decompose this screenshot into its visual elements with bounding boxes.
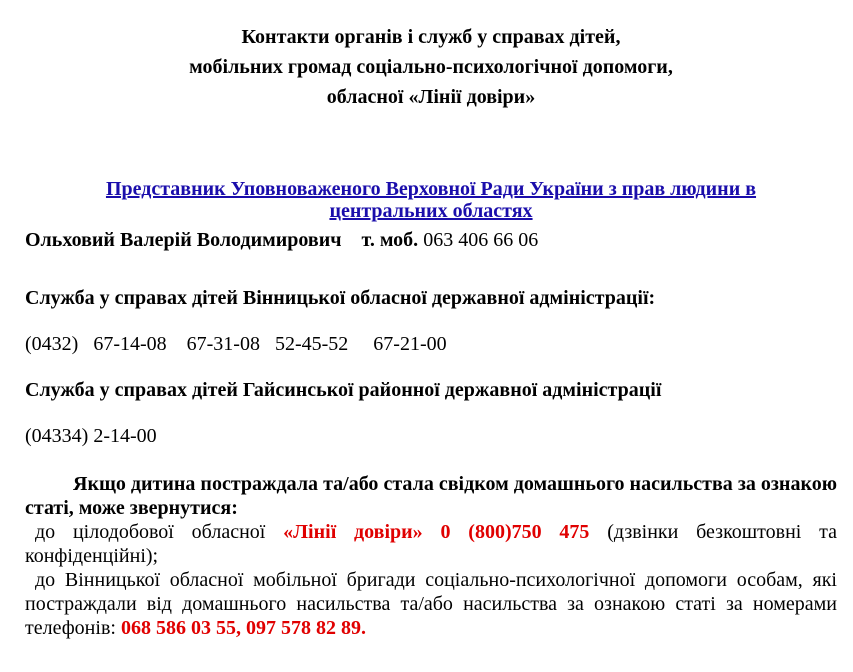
violence-intro: Якщо дитина постраждала та/або стала свідком домашнього насильства за ознакою статі, може звернутися: xyxy=(25,473,837,519)
hotline-paragraph xyxy=(25,520,837,568)
mobile-team-phones: 068 586 03 55, 097 578 82 89. xyxy=(120,617,366,639)
document-page xyxy=(25,22,837,640)
haisyn-service-phones: (04334) 2-14-00 xyxy=(25,425,157,447)
representative-link-line-2: центральних областях xyxy=(329,200,533,222)
hotline-prefix: до цілодобової обласної xyxy=(35,521,266,543)
representative-link[interactable] xyxy=(25,178,837,222)
representative-link-line-1: Представник Уповноваженого Верховної Ради України з прав людини в xyxy=(105,178,757,200)
spacer xyxy=(25,448,837,464)
representative-name: Ольховий Валерій Володимирович xyxy=(25,229,342,251)
spacer xyxy=(25,310,837,326)
hotline-suffix: (дзвінки безкоштовні та конфіденційні); xyxy=(25,521,838,567)
spacer xyxy=(25,402,837,418)
spacer xyxy=(25,252,837,280)
vinnytsia-service-phones: (0432) 67-14-08 67-31-08 52-45-52 67-21-00 xyxy=(25,333,447,355)
page-title xyxy=(25,22,837,112)
hotline-number: «Лінії довіри» 0 (800)750 475 xyxy=(283,521,590,543)
vinnytsia-service-heading: Служба у справах дітей Вінницької обласної державної адміністрації: xyxy=(25,287,656,309)
title-line-2: мобільних громад соціально-психологічної допомоги, xyxy=(189,56,673,78)
mobile-team-paragraph xyxy=(25,568,837,640)
representative-contact xyxy=(25,228,837,252)
representative-phone: 063 406 66 06 xyxy=(423,229,539,251)
title-line-3: обласної «Лінії довіри» xyxy=(326,86,536,108)
mobile-team-text: до Вінницької обласної мобільної бригади соціально-психологічної допомоги особам, які постраждали від домашнього насильства та/або насильства за ознакою статі за номерами телефонів: xyxy=(25,569,837,639)
title-line-1: Контакти органів і служб у справах дітей, xyxy=(241,26,621,48)
haisyn-service-heading: Служба у справах дітей Гайсинської районної державної адміністрації xyxy=(25,379,662,401)
representative-phone-label: т. моб. xyxy=(361,229,419,251)
spacer xyxy=(25,356,837,372)
spacer xyxy=(25,112,837,178)
